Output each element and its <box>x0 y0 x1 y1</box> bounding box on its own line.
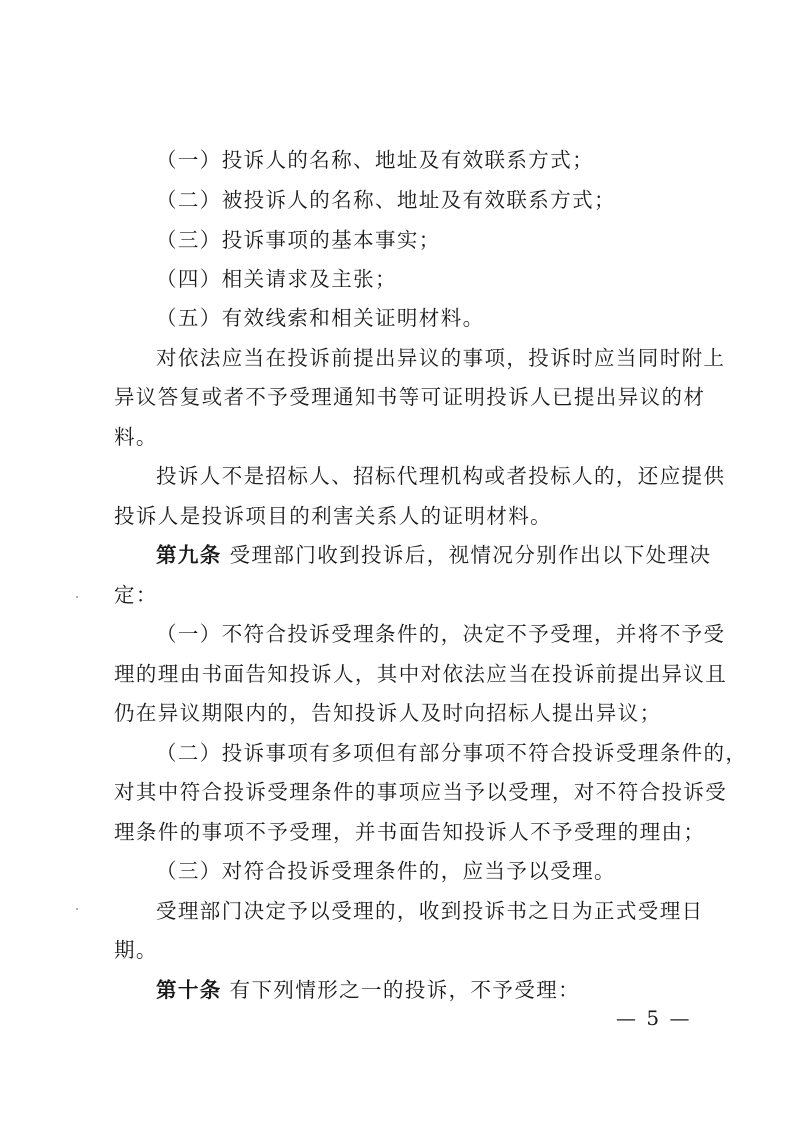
article-10-line <box>156 975 580 1005</box>
text-line: （三）投诉事项的基本事实； <box>156 228 441 252</box>
text-line: 仍在异议期限内的，告知投诉人及时向招标人提出异议； <box>114 701 662 725</box>
text-line: 对依法应当在投诉前提出异议的事项，投诉时应当同时附上 <box>156 346 726 370</box>
scan-speck <box>76 596 78 598</box>
article-9-text: 受理部门收到投诉后，视情况分别作出以下处理决 <box>229 543 712 567</box>
article-9-heading: 第九条 <box>156 543 222 567</box>
text-line: 对其中符合投诉受理条件的事项应当予以受理，对不符合投诉受 <box>114 780 728 804</box>
text-line: 投诉人不是招标人、招标代理机构或者投标人的，还应提供 <box>156 464 726 488</box>
text-line: （二）被投诉人的名称、地址及有效联系方式； <box>156 188 616 212</box>
text-line: 定： <box>114 583 158 607</box>
text-line: 料。 <box>114 425 158 449</box>
text-line: （一）不符合投诉受理条件的，决定不予受理，并将不予受 <box>156 622 726 646</box>
article-9-line <box>156 540 711 570</box>
scan-speck <box>76 908 78 910</box>
text-line: 异议答复或者不予受理通知书等可证明投诉人已提出异议的材 <box>114 385 706 409</box>
text-line: 理的理由书面告知投诉人，其中对依法应当在投诉前提出异议且 <box>114 662 728 686</box>
text-line: （二）投诉事项有多项但有部分事项不符合投诉受理条件的， <box>156 741 748 765</box>
text-line: （四）相关请求及主张； <box>156 267 397 291</box>
text-line: 投诉人是投诉项目的利害关系人的证明材料。 <box>114 504 552 528</box>
text-line: 期。 <box>114 938 158 962</box>
text-line: （五）有效线索和相关证明材料。 <box>156 306 485 330</box>
article-10-text: 有下列情形之一的投诉，不予受理： <box>229 978 581 1002</box>
page-number: — 5 — <box>616 1006 692 1030</box>
article-10-heading: 第十条 <box>156 978 222 1002</box>
text-line: 理条件的事项不予受理，并书面告知投诉人不予受理的理由； <box>114 820 706 844</box>
text-line: 受理部门决定予以受理的，收到投诉书之日为正式受理日 <box>156 899 704 923</box>
text-line: （三）对符合投诉受理条件的，应当予以受理。 <box>156 859 616 883</box>
text-line: （一）投诉人的名称、地址及有效联系方式； <box>156 148 594 172</box>
